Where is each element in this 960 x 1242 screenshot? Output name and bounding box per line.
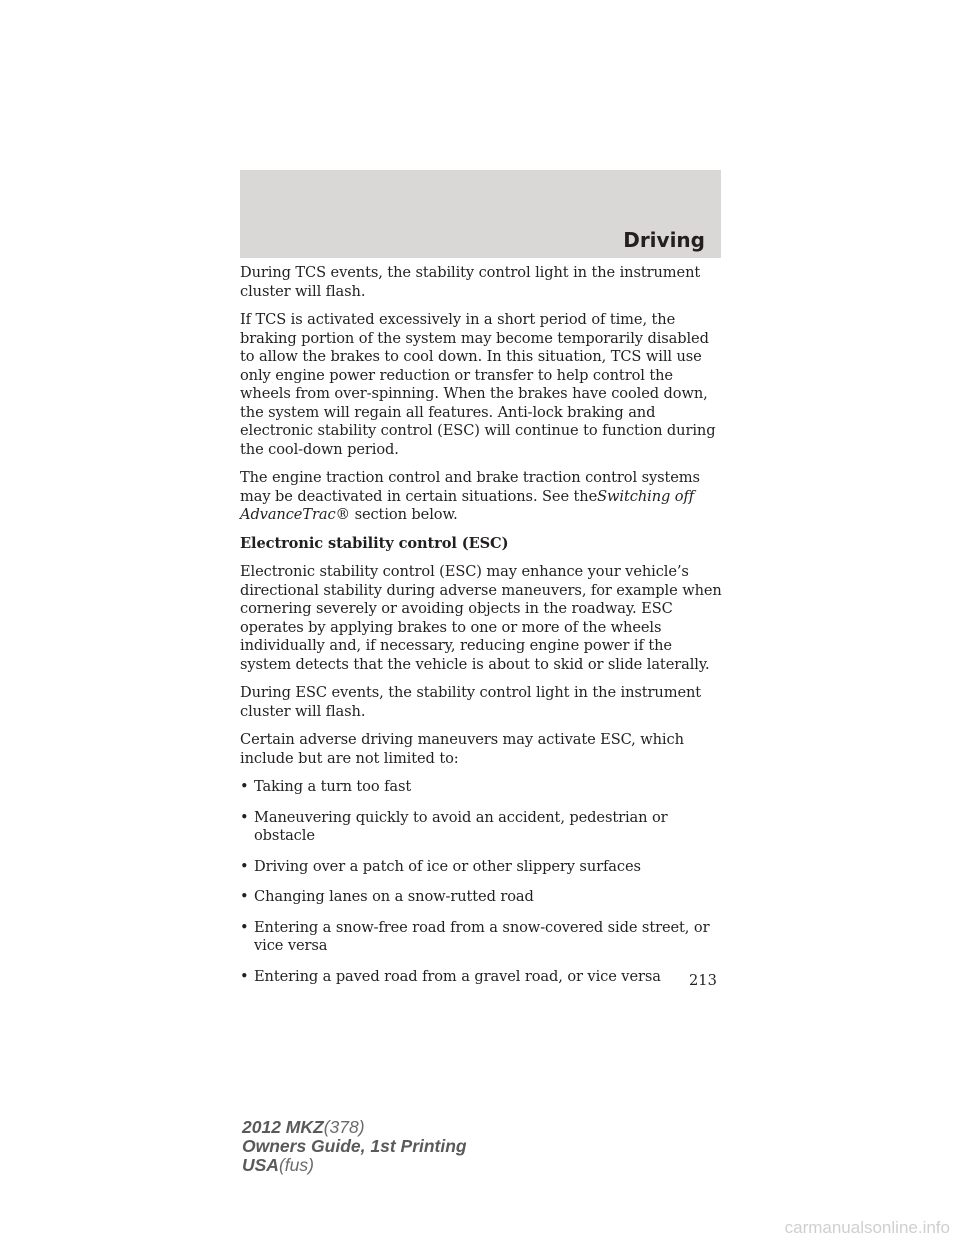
paragraph-esc-maneuvers: Certain adverse driving maneuvers may activate ESC, which include but are not limited to: (240, 731, 684, 767)
bullet-icon: • (240, 808, 249, 826)
paragraph-deactivation (240, 469, 724, 525)
paragraph-tcs-overheat: If TCS is activated excessively in a short period of time, the braking portion of the system may become temporarily disabled to allow the brakes to cool down. In this situation, TCS will use only engine power reduction or transfer to help control the wheels from over-spinning. When the brakes have cooled down, the system will regain all features. Anti-lock braking and electronic stability control (ESC) will continue to function during the cool-down period. (240, 311, 716, 458)
deactivation-text-end: section below. (354, 506, 458, 523)
paragraph-esc-events: During ESC events, the stability control light in the instrument cluster will flash. (240, 684, 702, 720)
print-footer (242, 1118, 467, 1175)
page-content (240, 264, 724, 998)
list-item: • Entering a paved road from a gravel road, or vice versa (240, 967, 661, 985)
list-item: • Entering a snow-free road from a snow-covered side street, or vice versa (240, 918, 710, 954)
footer-line-model: 2012 MKZ(378) (242, 1117, 365, 1137)
maneuver-list (240, 778, 724, 986)
bullet-icon: • (240, 778, 249, 795)
section-header-band (240, 170, 721, 258)
list-item: • Taking a turn too fast (240, 778, 412, 795)
bullet-icon: • (240, 918, 249, 936)
paragraph-tcs-events: During TCS events, the stability control light in the instrument cluster will flash. (240, 264, 701, 300)
page-number: 213 (689, 972, 717, 989)
paragraph-esc-description: Electronic stability control (ESC) may enhance your vehicle’s directional stability during adverse maneuvers, for example when cornering severely or avoiding objects in the roadway. ESC operates by applying brakes to one or more of the wheels individually and, if necessary, reducing engine power if the system detects that the vehicle is about to skid or slide laterally. (240, 563, 722, 673)
list-item: • Driving over a patch of ice or other slippery surfaces (240, 857, 641, 875)
list-item: • Maneuvering quickly to avoid an accident, pedestrian or obstacle (240, 808, 668, 844)
bullet-icon: • (240, 967, 249, 985)
deactivation-text-start: The engine traction control and brake traction control systems may be deactivated in certain situations. See the (240, 469, 700, 505)
switching-off-reference: Switching off AdvanceTrac® (240, 487, 695, 523)
bullet-icon: • (240, 888, 249, 905)
list-item: • Changing lanes on a snow-rutted road (240, 888, 534, 905)
footer-line-printing: Owners Guide, 1st Printing (242, 1136, 467, 1156)
esc-heading: Electronic stability control (ESC) (240, 534, 509, 552)
section-title: Driving (623, 228, 705, 252)
footer-line-region: USA(fus) (242, 1155, 314, 1175)
watermark: carmanualsonline.info (784, 1218, 950, 1237)
bullet-icon: • (240, 857, 249, 875)
